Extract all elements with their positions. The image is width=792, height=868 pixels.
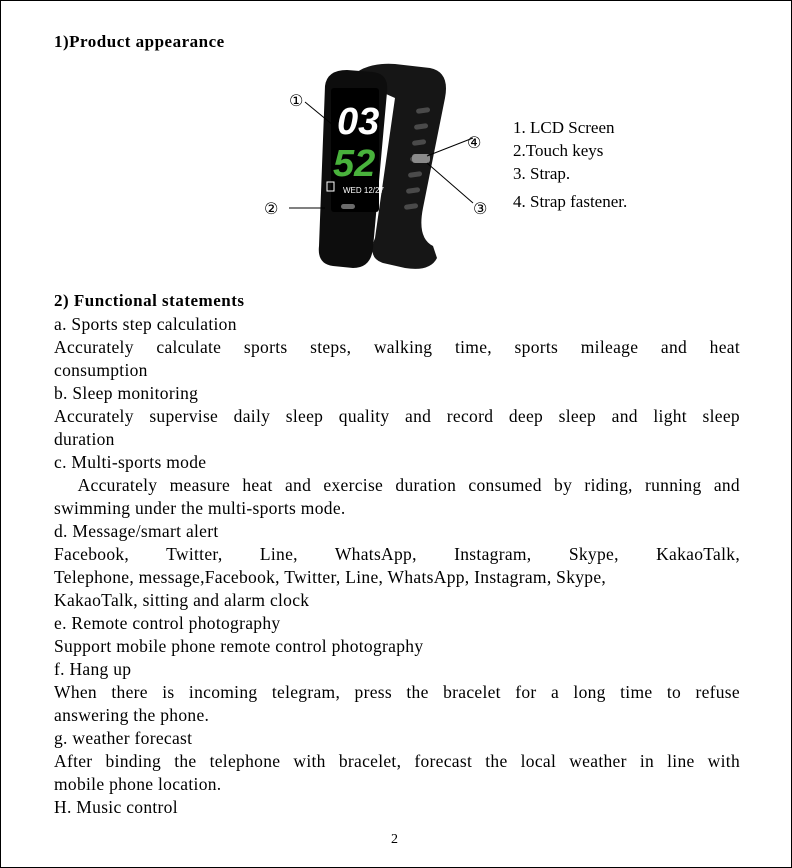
- feature-heading-a: a. Sports step calculation: [54, 314, 237, 334]
- section-1-title: 1)Product appearance: [54, 32, 225, 51]
- paragraph-line: Accurately measure heat and exercise duration consumed by riding, running and: [54, 475, 740, 495]
- feature-heading-h: H. Music control: [54, 797, 178, 817]
- feature-heading-c: c. Multi-sports mode: [54, 452, 207, 472]
- screen-date: WED 12/27: [343, 186, 384, 195]
- paragraph-line: Accurately supervise daily sleep quality and record deep sleep and light sleep: [54, 406, 740, 426]
- legend-item-lcd-screen: 1. LCD Screen: [513, 118, 615, 137]
- legend-item-strap-fastener: 4. Strap fastener.: [513, 192, 628, 211]
- paragraph-line: When there is incoming telegram, press the bracelet for a long time to refuse: [54, 682, 740, 702]
- legend-item-touch-keys: 2.Touch keys: [513, 141, 604, 160]
- callout-4: ④: [467, 133, 482, 152]
- paragraph-line: Support mobile phone remote control photography: [54, 636, 424, 656]
- feature-heading-b: b. Sleep monitoring: [54, 383, 199, 403]
- paragraph-line: duration: [54, 429, 115, 449]
- touch-key: [341, 204, 355, 209]
- screen-minute: 52: [333, 143, 376, 185]
- paragraph-line: swimming under the multi-sports mode.: [54, 498, 346, 518]
- callout-3: ③: [473, 199, 488, 218]
- legend-item-strap: 3. Strap.: [513, 164, 571, 183]
- screen-hour: 03: [337, 101, 380, 143]
- page-number: 2: [391, 832, 398, 847]
- feature-heading-d: d. Message/smart alert: [54, 521, 219, 541]
- paragraph-line: KakaoTalk, sitting and alarm clock: [54, 590, 310, 610]
- paragraph-line: consumption: [54, 360, 148, 380]
- paragraph-line: Accurately calculate sports steps, walking time, sports mileage and heat: [54, 337, 740, 357]
- paragraph-line: mobile phone location.: [54, 774, 222, 794]
- fitness-band-illustration: [255, 58, 495, 280]
- callout-1: ①: [289, 91, 304, 110]
- paragraph-line: After binding the telephone with bracelet, forecast the local weather in line with: [54, 751, 740, 771]
- callout-2: ②: [264, 199, 279, 218]
- feature-heading-e: e. Remote control photography: [54, 613, 281, 633]
- paragraph-line: Telephone, message,Facebook, Twitter, Line, WhatsApp, Instagram, Skype,: [54, 567, 607, 587]
- section-2-title: 2) Functional statements: [54, 291, 245, 310]
- feature-heading-f: f. Hang up: [54, 659, 132, 679]
- paragraph-line: answering the phone.: [54, 705, 210, 725]
- feature-heading-g: g. weather forecast: [54, 728, 193, 748]
- paragraph-line: Facebook, Twitter, Line, WhatsApp, Instagram, Skype, KakaoTalk,: [54, 544, 740, 564]
